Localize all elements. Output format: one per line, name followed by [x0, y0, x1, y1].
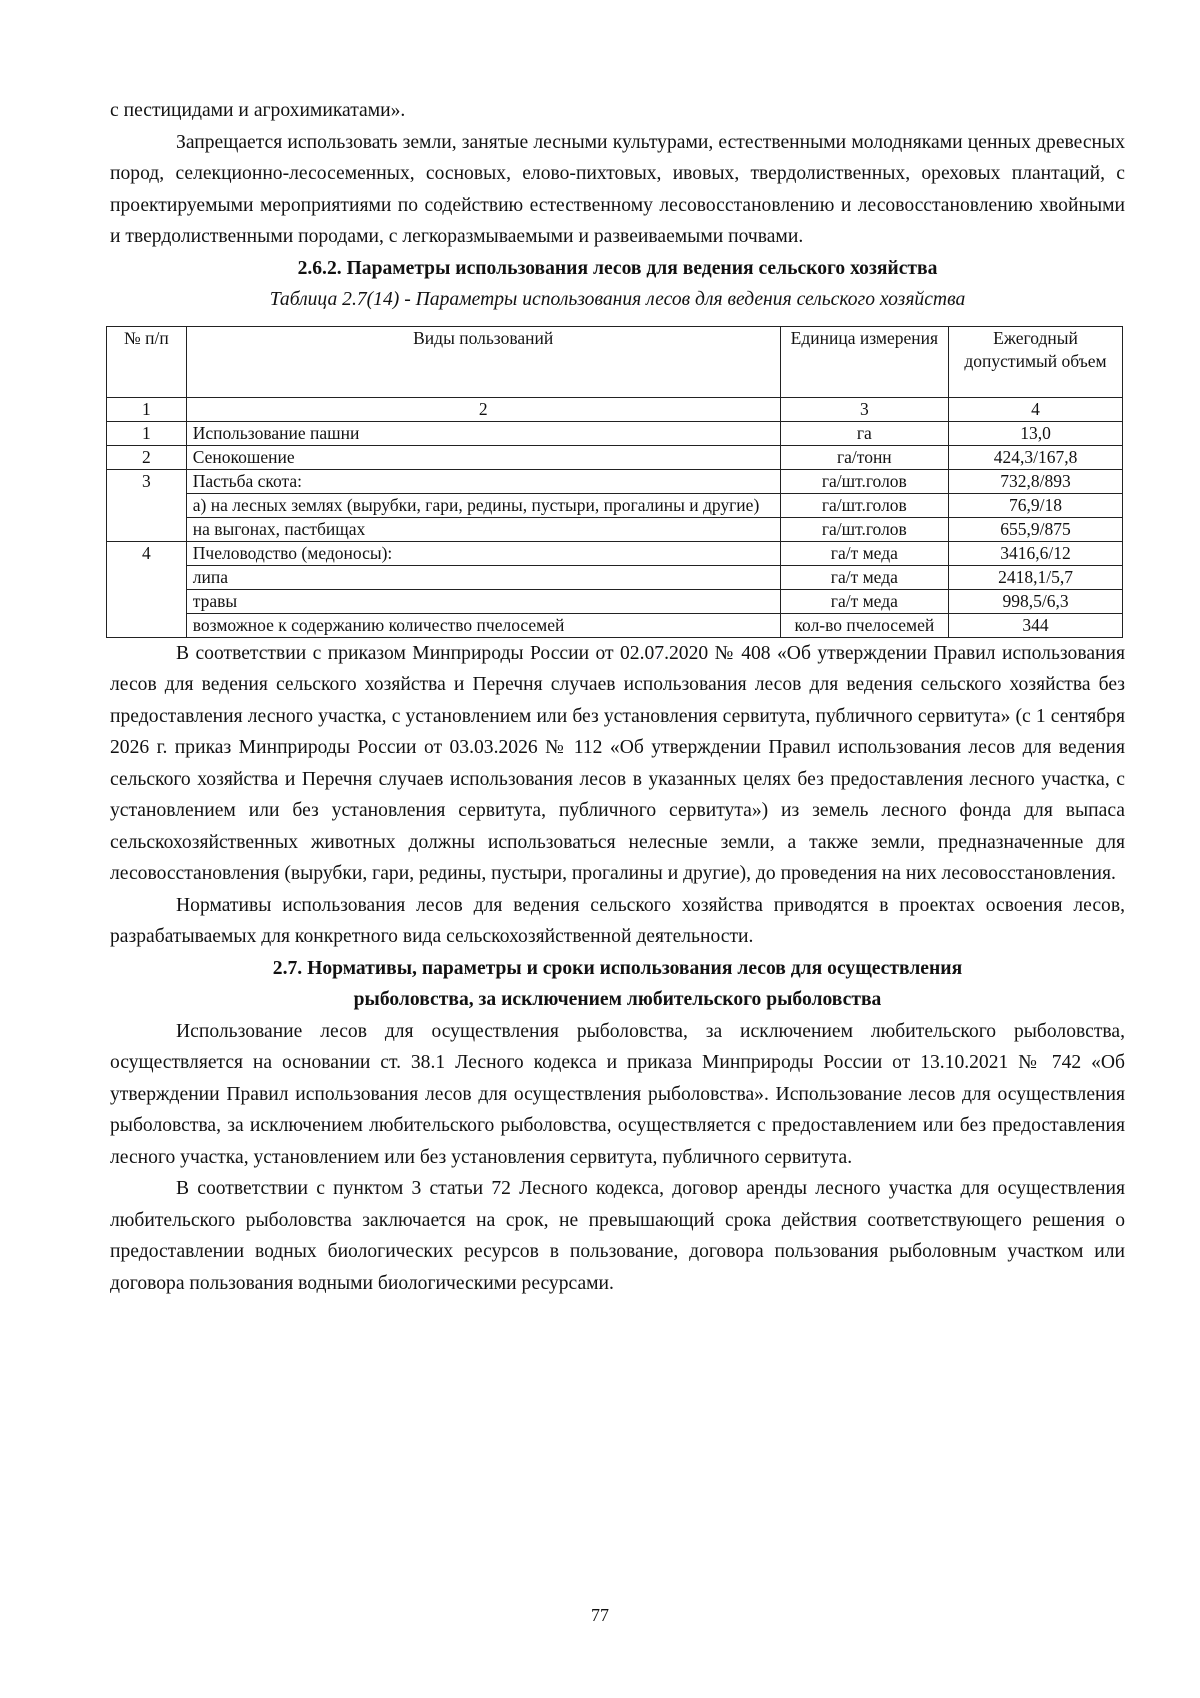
table-row [107, 493, 1123, 517]
table-caption: Таблица 2.7(14) - Параметры использования лесов для ведения сельского хозяйства [269, 289, 966, 310]
table-row [107, 565, 1123, 589]
body-paragraph: Использование лесов для осуществления рыболовства, за исключением любительского рыболовства, осуществляется на основании ст. 38.1 Лесного кодекса и приказа Минприроды России от 13.10.2021 № 742 «Об утверждении Правил использования лесов для осуществления рыболовства». Использование лесов для осуществления рыболовства, за исключением любительского рыболовства, осуществляется с предоставлением или без предоставления лесного участка, установлением или без установления сервитута, публичного сервитута. [110, 1020, 1125, 1168]
header-number: № п/п [107, 326, 187, 397]
row-value: 732,8/893 [949, 469, 1123, 493]
intro-paragraph: Запрещается использовать земли, занятые лесными культурами, естественными молодняками ценных древесных пород, селекционно-лесосеменных, сосновых, елово-пихтовых, ивовых, твердолиственных, ореховых плантаций, с проектируемыми мероприятиями по содействию естественному лесовосстановлению и лесовосстановлению хвойными и твердолиственными породами, с легкоразмываемыми и развеиваемыми почвами. [110, 131, 1125, 247]
header-unit: Единица измерения [780, 326, 948, 397]
header-annual-volume: Ежегодный допустимый объем [949, 326, 1123, 397]
row-value: 3416,6/12 [949, 541, 1123, 565]
body-paragraph: Нормативы использования лесов для ведения сельского хозяйства приводятся в проектах освоения лесов, разрабатываемых для конкретного вида сельскохозяйственной деятельности. [110, 894, 1125, 947]
row-number: 3 [107, 469, 187, 541]
row-usage-type: травы [186, 589, 780, 613]
heading-line: 2.7. Нормативы, параметры и сроки использования лесов для осуществления [272, 957, 963, 979]
row-value: 424,3/167,8 [949, 445, 1123, 469]
row-value: 76,9/18 [949, 493, 1123, 517]
col-number-cell: 4 [949, 397, 1123, 421]
usage-parameters-table [106, 326, 1123, 638]
col-number-cell: 2 [186, 397, 780, 421]
table-row [107, 421, 1123, 445]
header-usage-type: Виды пользований [186, 326, 780, 397]
row-unit: га [780, 421, 948, 445]
row-usage-type: а) на лесных землях (вырубки, гари, редины, пустыри, прогалины и другие) [186, 493, 780, 517]
section-heading-2-7 [110, 953, 1125, 1016]
row-unit: га/шт.голов [780, 493, 948, 517]
body-paragraph: В соответствии с пунктом 3 статьи 72 Лесного кодекса, договор аренды лесного участка для осуществления любительского рыболовства заключается на срок, не превышающий срока действия соответствующего решения о предоставлении водных биологических ресурсов в пользование, договора пользования рыболовным участком или договора пользования водными биологическими ресурсами. [110, 1178, 1125, 1294]
heading-line: рыболовства, за исключением любительского рыболовства [353, 989, 882, 1010]
row-usage-type: возможное к содержанию количество пчелосемей [186, 613, 780, 637]
table-header-row [107, 326, 1123, 397]
table-row [107, 613, 1123, 637]
row-usage-type: Пастьба скота: [186, 469, 780, 493]
intro-line: с пестицидами и агрохимикатами». [110, 100, 406, 121]
row-value: 2418,1/5,7 [949, 565, 1123, 589]
row-unit: га/т меда [780, 541, 948, 565]
row-value: 13,0 [949, 421, 1123, 445]
row-usage-type: Использование пашни [186, 421, 780, 445]
table-row [107, 445, 1123, 469]
table-column-numbers-row [107, 397, 1123, 421]
body-paragraph: В соответствии с приказом Минприроды России от 02.07.2020 № 408 «Об утверждении Правил использования лесов для ведения сельского хозяйства и Перечня случаев использования лесов для ведения сельского хозяйства без предоставления лесного участка, с установлением или без установления сервитута, публичного сервитута» (с 1 сентября 2026 г. приказ Минприроды России от 03.03.2026 № 112 «Об утверждении Правил использования лесов для ведения сельского хозяйства и Перечня случаев использования лесов в указанных целях без предоставления лесного участка, с установлением или без установления сервитута, публичного сервитута») из земель лесного фонда для выпаса сельскохозяйственных животных должны использоваться нелесные земли, а также земли, предназначенные для лесовосстановления (вырубки, гари, редины, пустыри, прогалины и другие), до проведения на них лесовосстановления. [110, 642, 1125, 884]
row-usage-type: липа [186, 565, 780, 589]
row-value: 655,9/875 [949, 517, 1123, 541]
row-unit: га/тонн [780, 445, 948, 469]
col-number-cell: 1 [107, 397, 187, 421]
section-heading-2-6-2: 2.6.2. Параметры использования лесов для ведения сельского хозяйства [297, 257, 938, 279]
row-usage-type: Сенокошение [186, 445, 780, 469]
row-value: 344 [949, 613, 1123, 637]
row-unit: га/т меда [780, 589, 948, 613]
row-unit: га/т меда [780, 565, 948, 589]
row-unit: га/шт.голов [780, 517, 948, 541]
row-unit: кол-во пчелосемей [780, 613, 948, 637]
row-usage-type: на выгонах, пастбищах [186, 517, 780, 541]
table-row [107, 469, 1123, 493]
row-number: 4 [107, 541, 187, 637]
row-usage-type: Пчеловодство (медоносы): [186, 541, 780, 565]
row-value: 998,5/6,3 [949, 589, 1123, 613]
page-number: 77 [591, 1605, 609, 1625]
table-row [107, 517, 1123, 541]
row-unit: га/шт.голов [780, 469, 948, 493]
row-number: 1 [107, 421, 187, 445]
col-number-cell: 3 [780, 397, 948, 421]
row-number: 2 [107, 445, 187, 469]
table-row [107, 589, 1123, 613]
document-page [110, 95, 1125, 1299]
table-row [107, 541, 1123, 565]
